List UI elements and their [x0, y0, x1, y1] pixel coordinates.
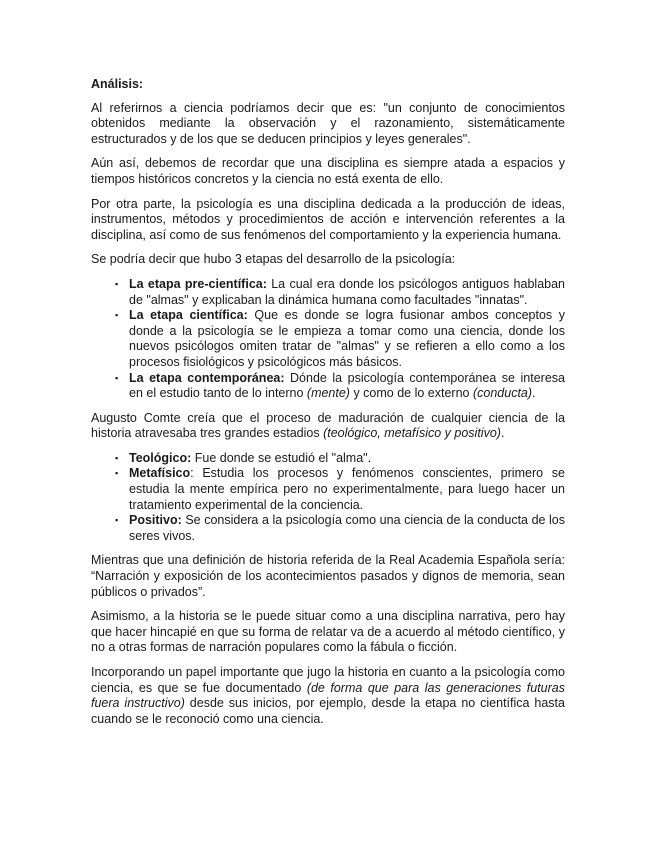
stages-list: [91, 277, 565, 402]
emphasis-text: (conducta): [472, 386, 533, 401]
list-item-text: .: [532, 386, 536, 401]
term-label: Positivo:: [129, 513, 182, 528]
paragraph-text: Augusto Comte creía que el proceso de maduración de cualquier ciencia de la historia atravesaba tres grandes estadios: [91, 410, 565, 441]
term-label: Metafísico: [129, 466, 191, 481]
list-item-metafisico: [115, 466, 565, 513]
paragraph-ciencia-definicion: Al referirnos a ciencia podríamos decir que es: "un conjunto de conocimientos obtenidos mediante la observación y el razonamiento, sistemáticamente estructurados y de los que se deducen principios y leyes generales".: [91, 100, 565, 146]
emphasis-text: (mente): [306, 386, 350, 401]
estadios-list: [91, 451, 565, 545]
list-item-text: La cual era donde los psicólogos antiguos hablaban de "almas" y explicaban la dinámica humana como facultades "innatas".: [129, 276, 566, 307]
bullet-icon: ▪: [115, 372, 119, 383]
list-item-teologico: [115, 450, 565, 467]
paragraph-historia-narrativa: Asimismo, a la historia se le puede situar como a una disciplina narrativa, pero hay que hacer hincapié en que su forma de relatar va de a acuerdo al método científico, y no a otras formas de narración populares como la fábula o ficción.: [91, 609, 565, 655]
list-item-text: : Estudia los procesos y fenómenos conscientes, primero se estudia la mente empírica pero no experimentalmente, para luego hacer un tratamiento experimental de la conciencia.: [129, 466, 565, 512]
paragraph-disciplina-historica: Aún así, debemos de recordar que una disciplina es siempre atada a espacios y tiempos históricos concretos y la ciencia no está exenta de ello.: [91, 156, 565, 186]
paragraph-etapas-intro: Se podría decir que hubo 3 etapas del desarrollo de la psicología:: [91, 252, 456, 267]
paragraph-psicologia-definicion: Por otra parte, la psicología es una disciplina dedicada a la producción de ideas, instrumentos, métodos y procedimientos de acción e intervención referentes a la disciplina, así como de sus fenómenos del comportamiento y la experiencia humana.: [91, 196, 565, 242]
emphasis-text: (de forma que para las generaciones futuras fuera instructivo): [91, 680, 565, 711]
list-item-text: Que es donde se logra fusionar ambos conceptos y donde a la psicología se le empieza a tomar como una ciencia, donde los nuevos psicólogos omiten tratar de "almas" y se refieren a ello como a los procesos fisiológicos y psicológicos más básicos.: [129, 308, 565, 369]
list-item-positivo: [115, 513, 565, 544]
section-heading: Análisis:: [91, 77, 144, 91]
term-label: La etapa pre-científica:: [129, 276, 267, 291]
term-label: Teológico:: [129, 450, 192, 465]
paragraph-historia-psicologia: [91, 665, 565, 727]
list-item-pre-cientifica: [115, 276, 566, 308]
list-item-contemporanea: [115, 370, 565, 402]
paragraph-rae-definicion: Mientras que una definición de historia referida de la Real Academia Española sería: “Narración y exposición de los acontecimientos pasados y dignos de memoria, sean públicos o privados”.: [91, 553, 565, 599]
paragraph-text: Incorporando un papel importante que jugo la historia en cuanto a la psicología como ciencia, es que se fue documentado: [91, 665, 565, 695]
bullet-icon: ▪: [115, 452, 119, 463]
list-item-text: y como de lo externo: [349, 386, 473, 401]
term-label: La etapa contemporánea:: [129, 370, 285, 385]
emphasis-text: (teológico, metafísico y positivo): [323, 426, 501, 441]
document-page: [91, 77, 565, 736]
paragraph-text: desde sus inicios, por ejemplo, desde la etapa no científica hasta cuando se le reconoció como una ciencia.: [91, 696, 565, 726]
bullet-icon: ▪: [115, 278, 119, 289]
paragraph-text: .: [500, 426, 505, 441]
bullet-icon: ▪: [115, 310, 119, 321]
bullet-icon: ▪: [115, 515, 119, 526]
list-item-text: Fue donde se estudió el "alma".: [191, 450, 372, 465]
paragraph-comte: [91, 411, 565, 442]
list-item-text: Dónde la psicología contemporánea se interesa en el estudio tanto de lo interno: [129, 370, 565, 401]
list-item-cientifica: [115, 308, 565, 370]
term-label: La etapa científica:: [129, 308, 248, 323]
list-item-text: Se considera a la psicología como una ciencia de la conducta de los seres vivos.: [129, 513, 565, 543]
bullet-icon: ▪: [115, 468, 119, 479]
